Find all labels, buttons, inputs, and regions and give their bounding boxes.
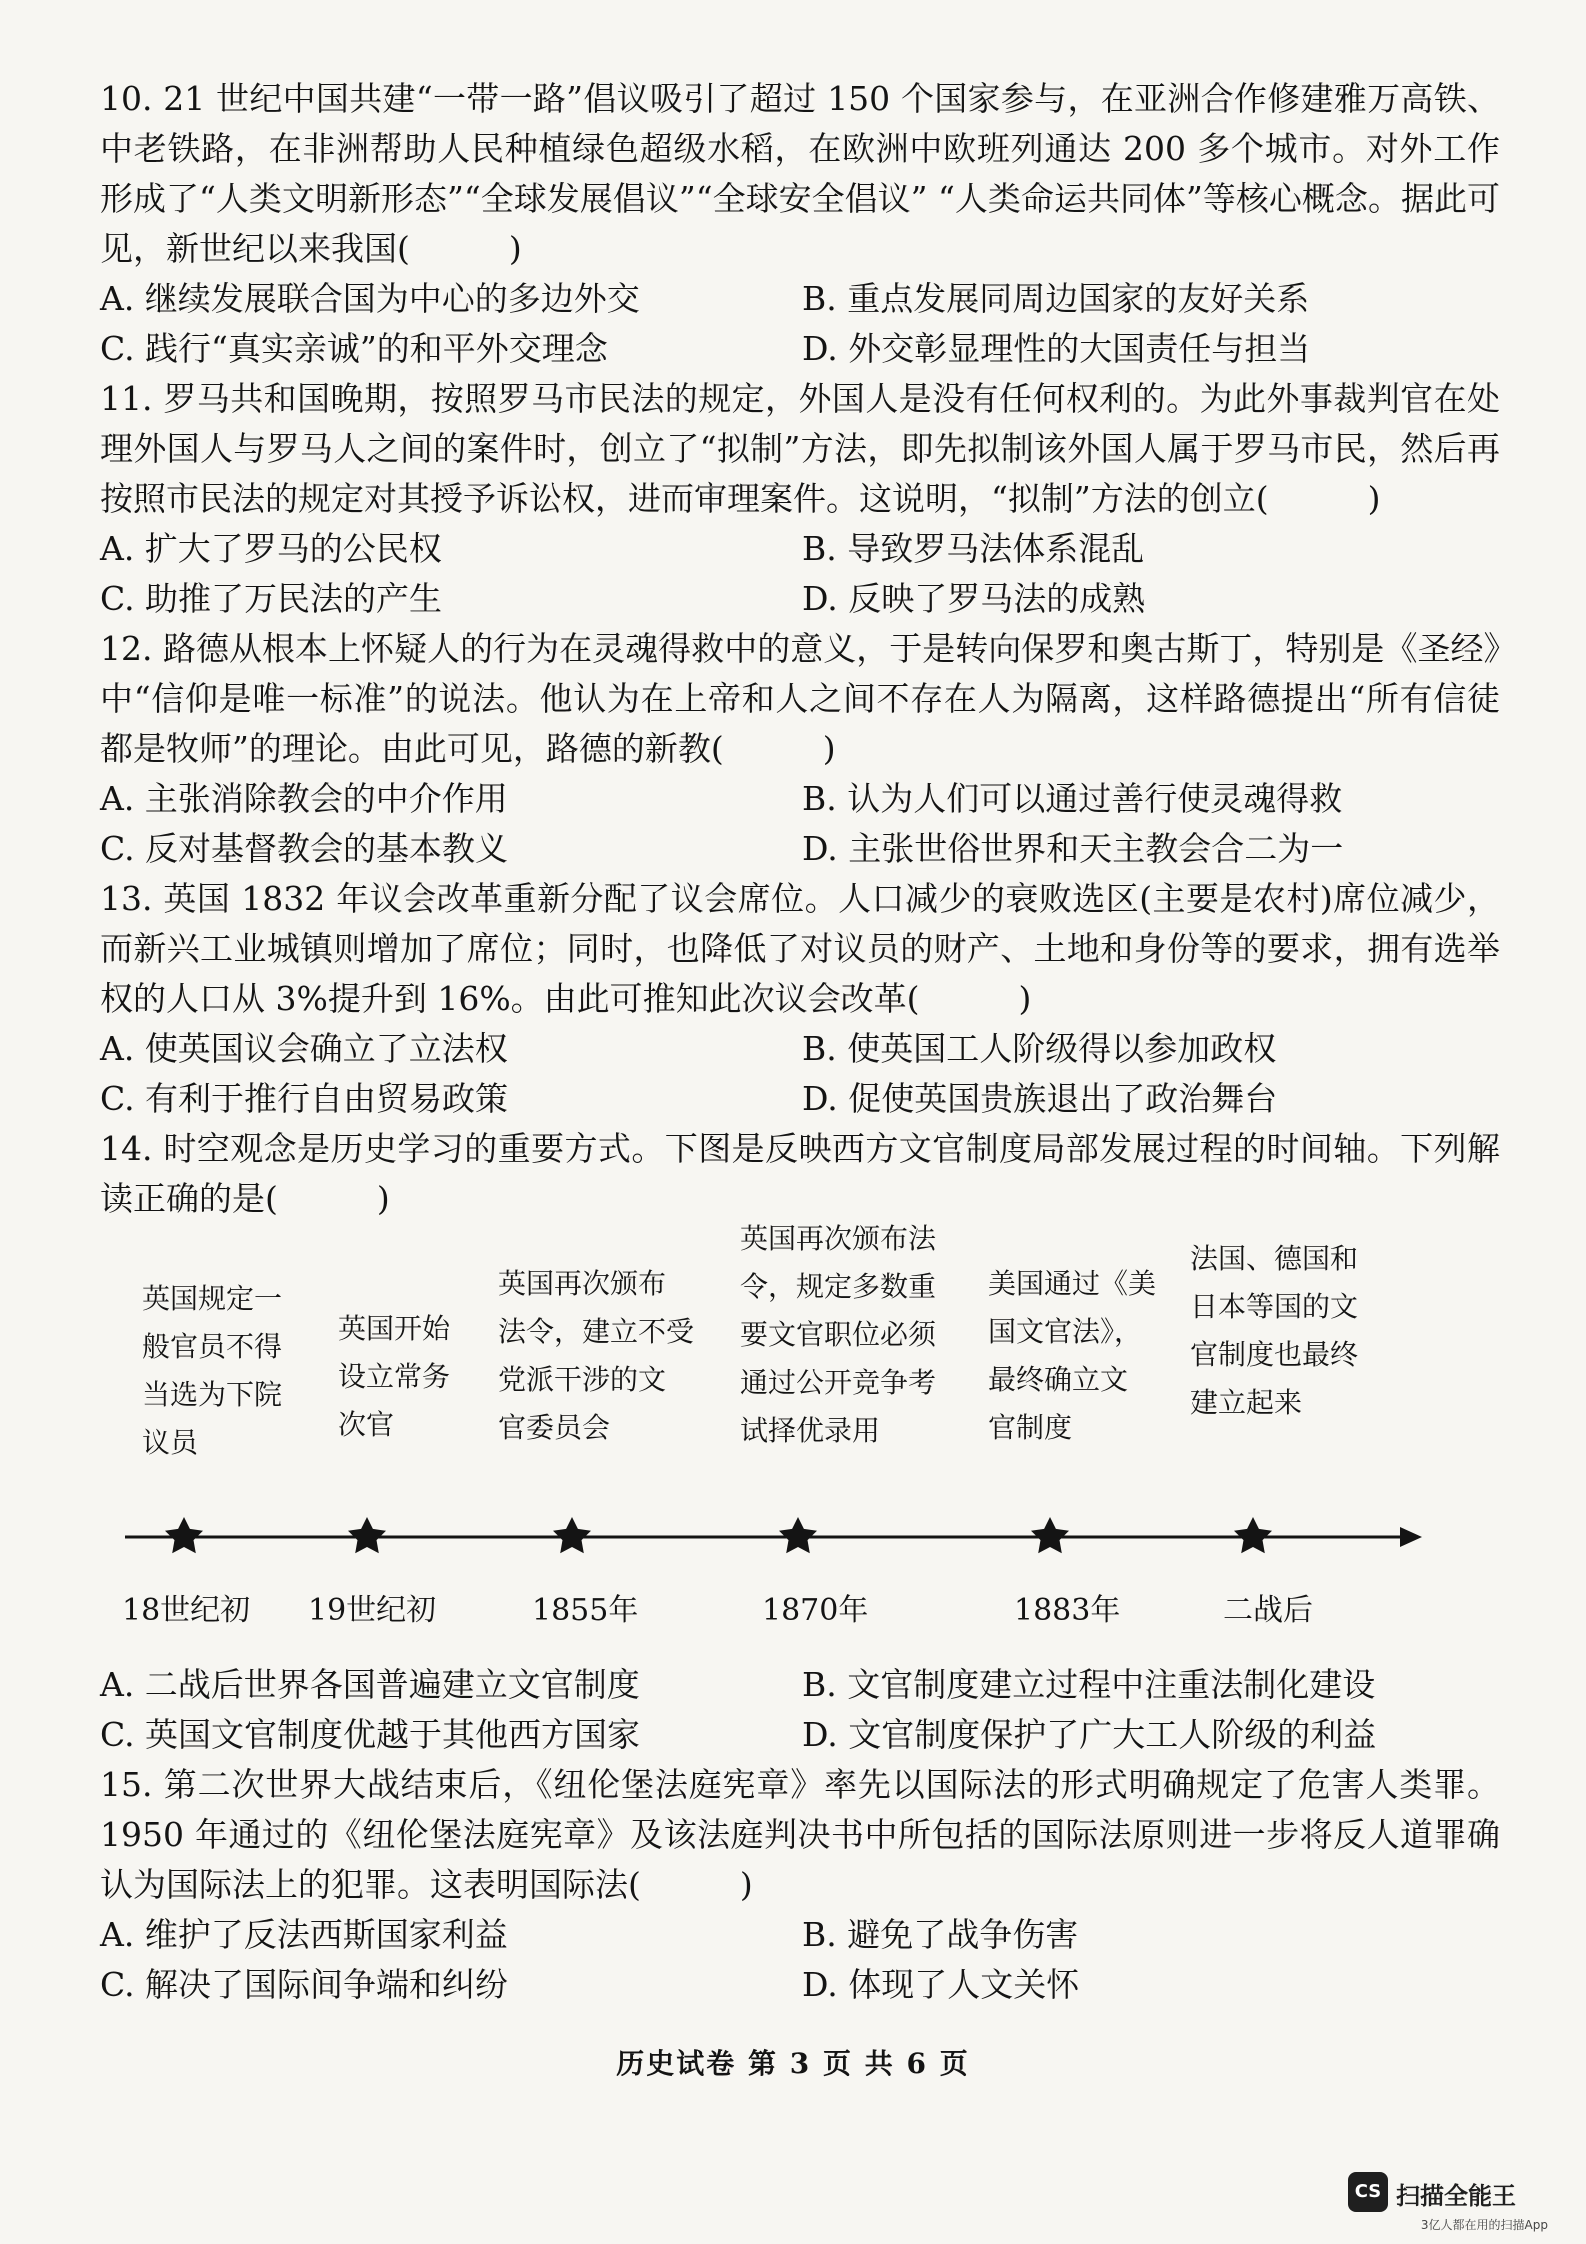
question-options	[100, 1660, 1500, 1760]
option-b[interactable]: B. 避免了战争伤害	[802, 1915, 1079, 1954]
timeline-year-2: 19世纪初	[308, 1593, 437, 1628]
question-15	[100, 1760, 1500, 2010]
question-stem: 14. 时空观念是历史学习的重要方式。下图是反映西方文官制度局部发展过程的时间轴。下列解读正确的是( )	[100, 1129, 1500, 1218]
question-13	[100, 874, 1500, 1124]
question-10	[100, 74, 1500, 374]
question-stem: 11. 罗马共和国晚期，按照罗马市民法的规定，外国人是没有任何权利的。为此外事裁判官在处理外国人与罗马人之间的案件时，创立了“拟制”方法，即先拟制该外国人属于罗马市民，然后再按照市民法的规定对其授予诉讼权，进而审理案件。这说明，“拟制”方法的创立( )	[100, 379, 1500, 518]
question-options	[100, 524, 1500, 624]
timeline-event-2: 英国开始 设立常务 次官	[338, 1312, 451, 1441]
timeline-event-4: 英国再次颁布法 令，规定多数重 要文官职位必须 通过公开竞争考 试择优录用	[740, 1222, 937, 1447]
question-options	[100, 1910, 1500, 2010]
star-icon	[348, 1517, 386, 1553]
option-d[interactable]: D. 主张世俗世界和天主教会合二为一	[802, 829, 1344, 868]
option-a[interactable]: A. 二战后世界各国普遍建立文官制度	[100, 1665, 640, 1704]
page-footer: 历史试卷 第 3 页 共 6 页	[616, 2047, 970, 2080]
question-options	[100, 774, 1500, 874]
option-c[interactable]: C. 践行“真实亲诚”的和平外交理念	[100, 329, 608, 368]
question-options	[100, 1024, 1500, 1124]
option-d[interactable]: D. 外交彰显理性的大国责任与担当	[802, 329, 1311, 368]
watermark-app-name: 扫描全能王	[1396, 2182, 1516, 2210]
star-icon	[1234, 1517, 1272, 1553]
option-d[interactable]: D. 文官制度保护了广大工人阶级的利益	[802, 1715, 1377, 1754]
timeline-year-1: 18世纪初	[122, 1593, 251, 1628]
option-a[interactable]: A. 继续发展联合国为中心的多边外交	[100, 279, 640, 318]
question-stem: 10. 21 世纪中国共建“一带一路”倡议吸引了超过 150 个国家参与，在亚洲合作修建雅万高铁、中老铁路，在非洲帮助人民种植绿色超级水稻，在欧洲中欧班列通达 200 多个城市。对外工作形成了“人类文明新形态”“全球发展倡议”“全球安全倡议” “人类命运共同体”等核心概念。据此可见，新世纪以来我国( )	[100, 79, 1500, 268]
option-b[interactable]: B. 认为人们可以通过善行使灵魂得救	[802, 779, 1343, 818]
option-d[interactable]: D. 体现了人文关怀	[802, 1965, 1080, 2004]
question-stem: 12. 路德从根本上怀疑人的行为在灵魂得救中的意义，于是转向保罗和奥古斯丁，特别是《圣经》中“信仰是唯一标准”的说法。他认为在上帝和人之间不存在人为隔离，这样路德提出“所有信徒都是牧师”的理论。由此可见，路德的新教( )	[100, 629, 1500, 768]
option-a[interactable]: A. 扩大了罗马的公民权	[100, 529, 442, 568]
timeline-event-6: 法国、德国和 日本等国的文 官制度也最终 建立起来	[1190, 1242, 1359, 1419]
timeline-arrow-icon	[1400, 1527, 1422, 1547]
option-c[interactable]: C. 助推了万民法的产生	[100, 579, 443, 618]
star-icon	[165, 1517, 203, 1553]
civil-service-timeline	[100, 1222, 1430, 1645]
timeline-stars	[165, 1517, 1272, 1553]
option-c[interactable]: C. 有利于推行自由贸易政策	[100, 1079, 509, 1118]
option-b[interactable]: B. 使英国工人阶级得以参加政权	[802, 1029, 1277, 1068]
question-options	[100, 274, 1500, 374]
option-b[interactable]: B. 重点发展同周边国家的友好关系	[802, 279, 1310, 318]
camscanner-logo-icon: CS	[1348, 2172, 1388, 2212]
star-icon	[553, 1517, 591, 1553]
timeline-year-6: 二战后	[1223, 1593, 1313, 1628]
watermark-tagline: 3亿人都在用的扫描App	[1420, 2218, 1548, 2232]
timeline-year-3: 1855年	[532, 1593, 639, 1628]
question-14-options	[100, 1660, 1500, 1760]
option-b[interactable]: B. 文官制度建立过程中注重法制化建设	[802, 1665, 1376, 1704]
question-11	[100, 374, 1500, 624]
timeline-event-3: 英国再次颁布 法令，建立不受 党派干涉的文 官委员会	[498, 1267, 695, 1444]
timeline-year-4: 1870年	[762, 1593, 869, 1628]
timeline-event-1: 英国规定一 般官员不得 当选为下院 议员	[142, 1282, 283, 1459]
option-b[interactable]: B. 导致罗马法体系混乱	[802, 529, 1145, 568]
option-a[interactable]: A. 使英国议会确立了立法权	[100, 1029, 508, 1068]
option-a[interactable]: A. 主张消除教会的中介作用	[100, 779, 508, 818]
question-stem: 15. 第二次世界大战结束后，《纽伦堡法庭宪章》率先以国际法的形式明确规定了危害人类罪。1950 年通过的《纽伦堡法庭宪章》及该法庭判决书中所包括的国际法原则进一步将反人道罪确认为国际法上的犯罪。这表明国际法( )	[100, 1765, 1500, 1904]
question-12	[100, 624, 1500, 874]
timeline-event-5: 美国通过《美 国文官法》， 最终确立文 官制度	[988, 1267, 1157, 1444]
timeline-year-5: 1883年	[1014, 1593, 1121, 1628]
option-c[interactable]: C. 反对基督教会的基本教义	[100, 829, 509, 868]
option-c[interactable]: C. 解决了国际间争端和纠纷	[100, 1965, 509, 2004]
scanner-watermark	[1348, 2172, 1548, 2232]
option-d[interactable]: D. 促使英国贵族退出了政治舞台	[802, 1079, 1278, 1118]
option-d[interactable]: D. 反映了罗马法的成熟	[802, 579, 1146, 618]
option-a[interactable]: A. 维护了反法西斯国家利益	[100, 1915, 508, 1954]
star-icon	[1031, 1517, 1069, 1553]
star-icon	[779, 1517, 817, 1553]
timeline-axis	[100, 1225, 1430, 1645]
question-stem: 13. 英国 1832 年议会改革重新分配了议会席位。人口减少的衰败选区(主要是农村)席位减少，而新兴工业城镇则增加了席位；同时，也降低了对议员的财产、土地和身份等的要求，拥有选举权的人口从 3%提升到 16%。由此可推知此次议会改革( )	[100, 879, 1500, 1018]
option-c[interactable]: C. 英国文官制度优越于其他西方国家	[100, 1715, 641, 1754]
question-14	[100, 1124, 1500, 1224]
